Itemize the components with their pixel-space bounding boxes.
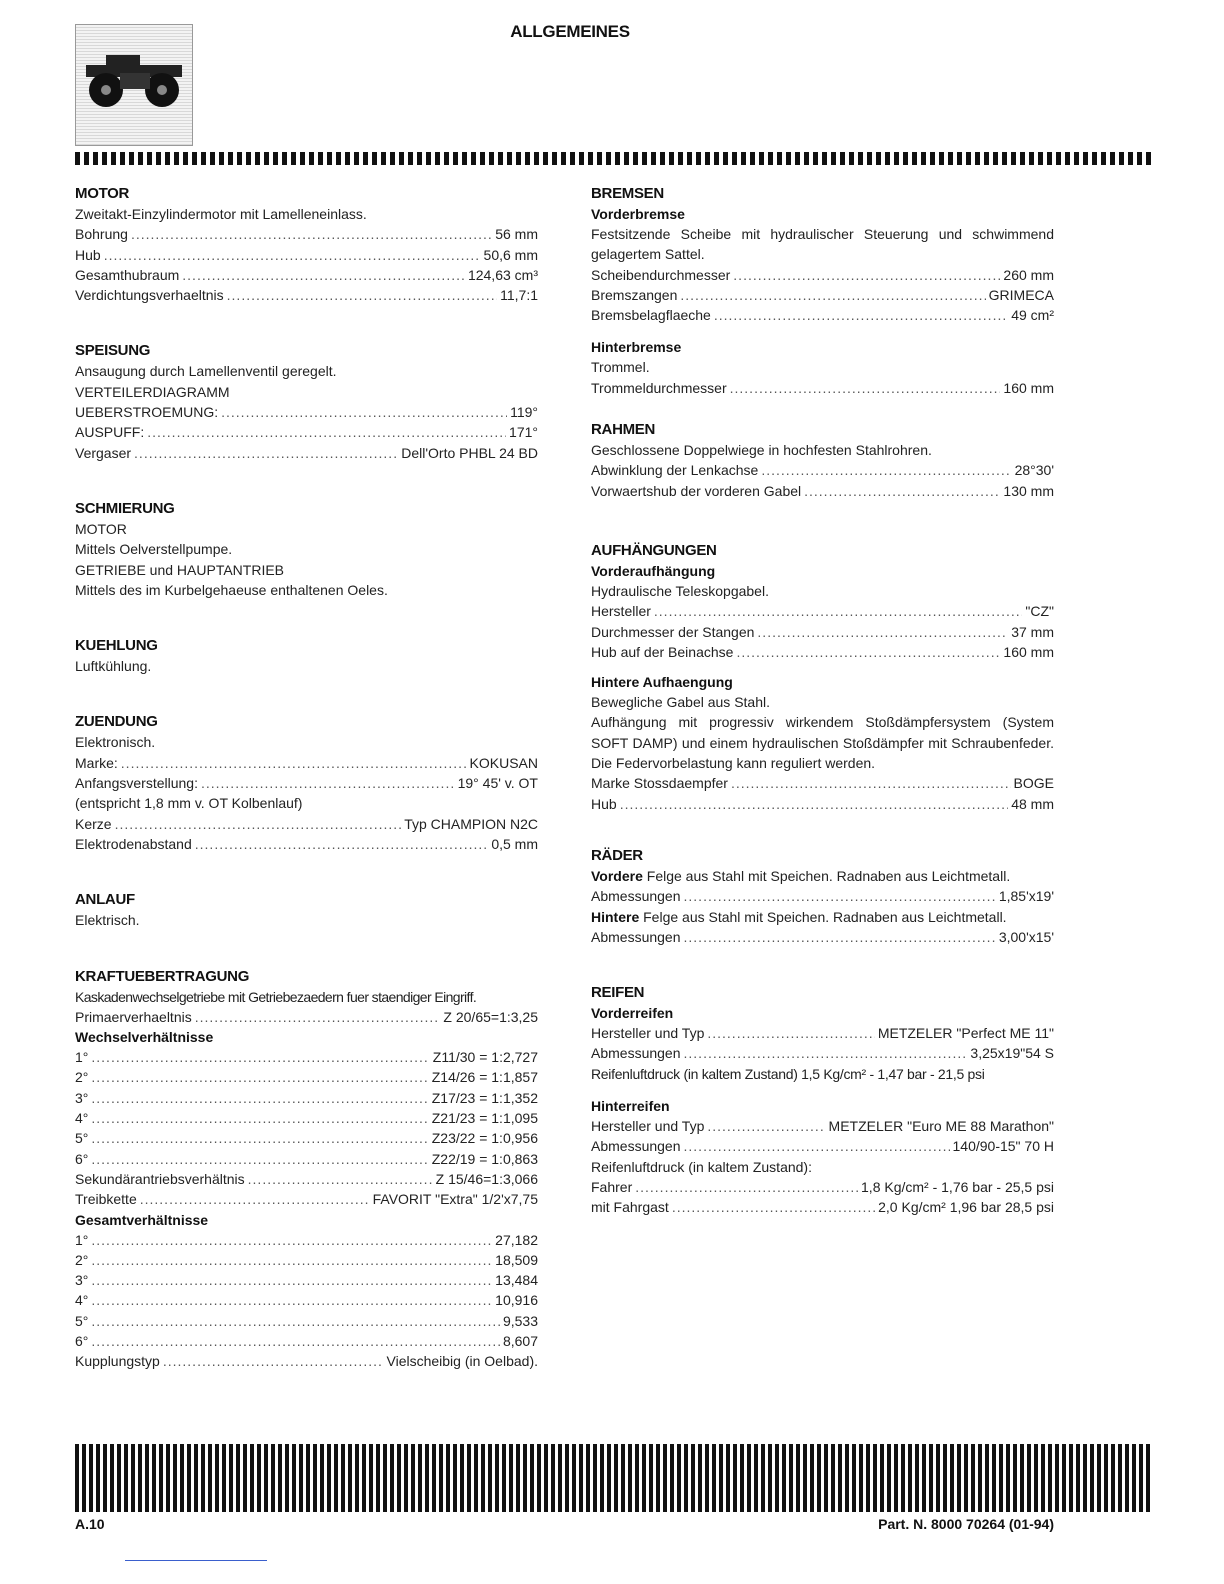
spec-key: Hersteller und Typ [591,1118,705,1135]
spec-key: Abmessungen [591,1138,681,1155]
spec-row [75,285,538,305]
spec-value: "CZ" [1025,603,1054,620]
spec-key: UEBERSTROEMUNG: [75,404,219,421]
spec-value: METZELER "Perfect ME 11" [877,1025,1054,1042]
spec-row [75,1290,538,1310]
spec-value: 1,8 Kg/cm² - 1,76 bar - 25,5 psi [861,1178,1054,1195]
reifen-section [591,983,1054,1217]
section-title: SPEISUNG [75,342,151,360]
spec-key: 4° [75,1292,89,1309]
spec-row [75,1351,538,1371]
subsection-title: Hinterreifen [591,1098,670,1115]
spec-row [75,1149,538,1169]
spec-value: BOGE [1013,775,1054,792]
spec-key: 6° [75,1150,89,1167]
spec-row [75,1007,538,1027]
spec-value: 28°30' [1014,462,1054,479]
spec-value: 2,0 Kg/cm² 1,96 bar 28,5 psi [878,1199,1054,1216]
spec-key: Hub [591,795,617,812]
section-title: REIFEN [591,984,645,1002]
spec-key: Trommeldurchmesser [591,379,727,396]
spec-value: 171° [509,424,538,441]
spec-key: 5° [75,1130,89,1147]
spec-key: AUSPUFF: [75,424,145,441]
spec-key: 6° [75,1332,89,1349]
schmierung-section [75,499,538,600]
spec-key: Marke Stossdaempfer [591,775,728,792]
spec-row [591,285,1054,305]
spec-value: Z 15/46=1:3,066 [435,1170,538,1187]
section-title: ANLAUF [75,891,135,909]
spec-value: 119° [510,404,538,421]
spec-value: 13,484 [495,1272,538,1289]
spec-value: Dell'Orto PHBL 24 BD [401,444,538,461]
spec-row [75,1088,538,1108]
text-line: Ansaugung durch Lamellenventil geregelt. [75,363,337,380]
spec-value: 160 mm [1003,643,1054,660]
spec-row [75,1250,538,1270]
text-line: Elektrisch. [75,912,140,929]
spec-key: 1° [75,1049,89,1066]
spec-row [75,834,538,854]
text-line: Geschlossene Doppelwiege in hochfesten Stahlrohren. [591,442,932,459]
spec-row [75,814,538,834]
spec-value: Z23/22 = 1:0,956 [431,1130,538,1147]
spec-key: Abmessungen [591,928,681,945]
spec-value: Z17/23 = 1:1,352 [431,1089,538,1106]
spec-key: Abmessungen [591,888,681,905]
wheel-text: Felge aus Stahl mit Speichen. Radnaben aus Leichtmetall. [646,867,1011,884]
spec-row [591,1177,1054,1197]
text-line [591,907,1054,927]
spec-key: Gesamthubraum [75,266,180,283]
section-title: RAHMEN [591,421,656,439]
spec-row [591,601,1054,621]
anlauf-section [75,890,538,930]
spec-value: Z 20/65=1:3,25 [443,1008,538,1025]
text-line: Hydraulische Teleskopgabel. [591,582,769,599]
text-line: Bewegliche Gabel aus Stahl. [591,694,770,711]
text-line: Mittels Oelverstellpumpe. [75,541,233,558]
wheel-label: Hintere [591,908,640,925]
zuendung-section [75,712,538,854]
spec-row [75,422,538,442]
text-line: Kaskadenwechselgetriebe mit Getriebezaedern fuer staendiger Eingriff. [75,988,477,1005]
spec-key: Hub [75,246,101,263]
spec-row [591,622,1054,642]
raeder-section [591,846,1054,947]
spec-value: 140/90-15" 70 H [952,1138,1054,1155]
spec-value: 8,607 [502,1332,538,1349]
spec-row [75,402,538,422]
subsection-title: Vorderaufhängung [591,562,716,579]
text-line: VERTEILERDIAGRAMM [75,383,230,400]
spec-value: 3,00'x15' [998,928,1054,945]
spec-value: GRIMECA [988,286,1054,303]
spec-key: Marke: [75,754,118,771]
spec-value: 3,25x19"54 S [970,1045,1054,1062]
subsection-title: Gesamtverhältnisse [75,1211,209,1228]
spec-key: Fahrer [591,1178,633,1195]
spec-value: 50,6 mm [483,246,538,263]
motor-section [75,184,538,305]
spec-row [75,773,538,793]
spec-value: Typ CHAMPION N2C [404,815,538,832]
text-line: GETRIEBE und HAUPTANTRIEB [75,561,285,578]
spec-key: Primaerverhaeltnis [75,1008,192,1025]
spec-row [75,1169,538,1189]
spec-row [75,1311,538,1331]
footer-barcode [75,1444,1150,1512]
spec-key: Bohrung [75,226,128,243]
spec-value: 11,7:1 [500,287,538,304]
text-line: Luftkühlung. [75,658,152,675]
spec-key: Kupplungstyp [75,1353,160,1370]
spec-row [591,378,1054,398]
spec-row [75,265,538,285]
spec-key: Vergaser [75,444,132,461]
text-line: Reifenluftdruck (in kaltem Zustand) 1,5 Kg/cm² - 1,47 bar - 21,5 psi [591,1065,985,1082]
spec-key: 3° [75,1089,89,1106]
spec-key: Kerze [75,815,112,832]
right-column [591,184,1054,1254]
spec-value: Z11/30 = 1:2,727 [432,1049,538,1066]
header-bar-divider [75,152,1155,165]
spec-value: 19° 45' v. OT [457,775,538,792]
spec-key: Abwinklung der Lenkachse [591,462,759,479]
spec-value: 48 mm [1011,795,1054,812]
spec-key: Vorwaertshub der vorderen Gabel [591,482,802,499]
spec-key: 3° [75,1272,89,1289]
spec-key: Elektrodenabstand [75,835,192,852]
spec-key: Hub auf der Beinachse [591,643,734,660]
spec-row [75,1230,538,1250]
spec-row [591,265,1054,285]
section-title: KRAFTUEBERTRAGUNG [75,967,250,985]
spec-row [75,1047,538,1067]
spec-row [75,1331,538,1351]
spec-key: Bremsbelagflaeche [591,307,711,324]
spec-value: 37 mm [1011,623,1054,640]
spec-row [591,773,1054,793]
decorative-line [125,1560,267,1561]
aufhaengungen-section [591,541,1054,814]
spec-value: 10,916 [495,1292,538,1309]
spec-row [591,1136,1054,1156]
spec-key: Bremszangen [591,286,678,303]
section-title: RÄDER [591,846,643,864]
text-line: Zweitakt-Einzylindermotor mit Lamelleneinlass. [75,206,367,222]
section-title: SCHMIERUNG [75,499,175,517]
spec-value: FAVORIT "Extra" 1/2'x7,75 [372,1191,538,1208]
text-paragraph: Aufhängung mit progressiv wirkendem Stoßdämpfersystem (System SOFT DAMP) und einem hydraulischen Stoßdämpfer mit Schraubenfeder. Die Federvorbelastung kann reguliert werden. [591,714,1054,772]
subsection-title: Hinterbremse [591,339,682,356]
spec-key: Verdichtungsverhaeltnis [75,287,224,304]
spec-row [591,886,1054,906]
spec-key: Hersteller [591,603,651,620]
spec-value: 1,85'x19' [998,888,1054,905]
section-title: ZUENDUNG [75,713,158,731]
spec-key: Hersteller und Typ [591,1025,705,1042]
spec-value: Vielscheibig (in Oelbad). [386,1353,538,1370]
spec-row [75,1067,538,1087]
spec-row [591,1043,1054,1063]
spec-value: 124,63 cm³ [467,266,538,283]
spec-key: 4° [75,1110,89,1127]
subsection-title: Hintere Aufhaengung [591,674,733,691]
spec-value: KOKUSAN [469,754,538,771]
wheel-label: Vordere [591,867,643,884]
spec-key: Abmessungen [591,1045,681,1062]
speisung-section [75,341,538,462]
subsection-title: Wechselverhältnisse [75,1029,214,1046]
spec-key: Sekundärantriebsverhältnis [75,1170,245,1187]
spec-row [591,460,1054,480]
text-paragraph: Festsitzende Scheibe mit hydraulischer Steuerung und schwimmend gelagertem Sattel. [591,226,1054,263]
motorcycle-logo-image [75,24,193,146]
page-title: ALLGEMEINES [510,22,630,41]
spec-value: Z21/23 = 1:1,095 [431,1110,538,1127]
spec-value: Z14/26 = 1:1,857 [431,1069,538,1086]
spec-row [591,305,1054,325]
spec-row [75,753,538,773]
spec-key: 1° [75,1231,89,1248]
spec-row [75,1128,538,1148]
section-title: AUFHÄNGUNGEN [591,541,717,559]
section-title: KUEHLUNG [75,637,158,655]
text-line: Trommel. [591,359,650,376]
spec-row [75,443,538,463]
spec-key: 2° [75,1251,89,1268]
spec-value: Z22/19 = 1:0,863 [431,1150,538,1167]
spec-value: 260 mm [1003,266,1054,283]
text-line: Elektronisch. [75,734,156,751]
spec-row [591,1116,1054,1136]
spec-row [591,1197,1054,1217]
spec-row [75,1189,538,1209]
spec-key: 2° [75,1069,89,1086]
text-line: Mittels des im Kurbelgehaeuse enthaltenen Oeles. [75,581,388,598]
section-title: MOTOR [75,185,130,202]
spec-key: Scheibendurchmesser [591,266,731,283]
subsection-title: Vorderreifen [591,1005,674,1022]
spec-key: Anfangsverstellung: [75,775,198,792]
spec-row [75,1108,538,1128]
spec-value: 49 cm² [1011,307,1054,324]
spec-value: 9,533 [502,1312,538,1329]
spec-value: 56 mm [495,226,538,243]
spec-key: 5° [75,1312,89,1329]
spec-row [591,794,1054,814]
spec-row [75,224,538,244]
part-number: Part. N. 8000 70264 (01-94) [878,1516,1054,1532]
bremsen-section [591,184,1054,398]
subsection-title: Vorderbremse [591,206,685,222]
spec-row [591,481,1054,501]
spec-row [591,927,1054,947]
spec-value: 160 mm [1003,379,1054,396]
rahmen-section [591,420,1054,501]
left-column [75,184,538,1408]
wheel-text: Felge aus Stahl mit Speichen. Radnaben aus Leichtmetall. [643,908,1007,925]
spec-row [591,642,1054,662]
text-line: MOTOR [75,520,127,537]
spec-value: 18,509 [495,1251,538,1268]
spec-value: 130 mm [1003,482,1054,499]
spec-key: Treibkette [75,1191,137,1208]
spec-value: 0,5 mm [491,835,538,852]
page-number: A.10 [75,1516,105,1532]
motorcycle-icon [76,25,192,145]
spec-key: mit Fahrgast [591,1199,669,1216]
spec-row [591,1023,1054,1043]
kraftuebertragung-section [75,967,538,1372]
spec-row [75,245,538,265]
text-line: Reifenluftdruck (in kaltem Zustand): [591,1158,812,1175]
text-line: (entspricht 1,8 mm v. OT Kolbenlauf) [75,795,303,812]
section-title: BREMSEN [591,185,664,202]
spec-row [75,1270,538,1290]
spec-value: 27,182 [495,1231,538,1248]
spec-value: METZELER "Euro ME 88 Marathon" [828,1118,1054,1135]
text-line [591,866,1054,886]
spec-key: Durchmesser der Stangen [591,623,755,640]
kuehlung-section [75,636,538,676]
